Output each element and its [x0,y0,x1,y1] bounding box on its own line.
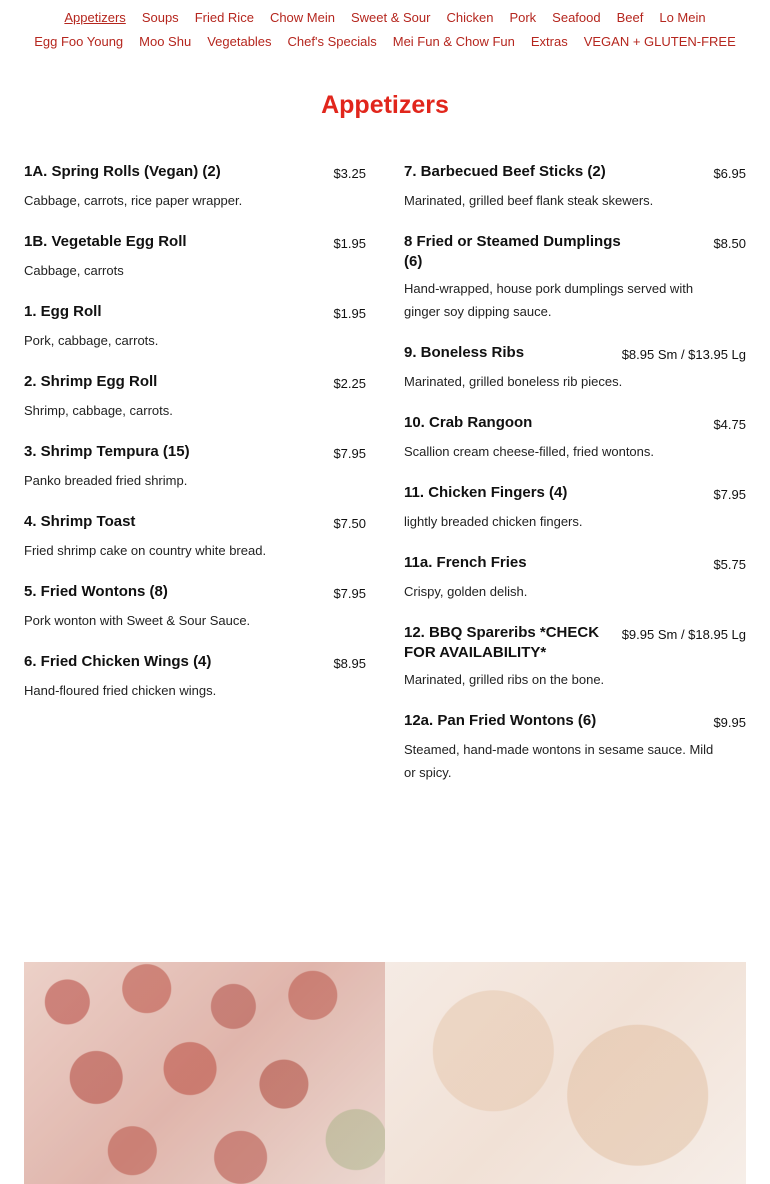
nav-link-chicken[interactable]: Chicken [446,10,494,25]
menu-item-name: 9. Boneless Ribs [404,344,525,361]
menu-item-price: $7.95 [333,586,366,601]
menu-item-price: $8.50 [713,236,746,251]
menu-item-header [24,512,366,534]
menu-item-description: Steamed, hand-made wontons in sesame sauce. Mild or spicy. [404,742,714,780]
menu-item-description: Cabbage, carrots, rice paper wrapper. [24,193,243,208]
food-photo-faded [385,962,746,1184]
nav-link-extras[interactable]: Extras [530,34,568,49]
category-nav-row-2 [0,30,770,54]
menu-item [404,343,746,393]
nav-link-sweet-sour[interactable]: Sweet & Sour [350,10,431,25]
menu-item-header [404,162,746,184]
menu-item-description: Shrimp, cabbage, carrots. [24,403,173,418]
menu-item-name: 5. Fried Wontons (8) [24,583,168,600]
menu-item-name: 12a. Pan Fried Wontons (6) [404,712,597,729]
menu-item [24,582,366,632]
menu-item-name: 11. Chicken Fingers (4) [404,484,568,501]
menu-item-name: 11a. French Fries [404,554,527,571]
nav-link-lo-mein[interactable]: Lo Mein [659,10,706,25]
menu-item-price: $3.25 [333,166,366,181]
category-nav-row-1 [0,6,770,30]
menu-item-price: $5.75 [713,557,746,572]
menu-item-name: 2. Shrimp Egg Roll [24,373,158,390]
menu-item-description: Hand-floured fried chicken wings. [24,683,217,698]
section-title: Appetizers [321,91,449,119]
menu-item-description: Panko breaded fried shrimp. [24,473,188,488]
menu-item-name: 6. Fried Chicken Wings (4) [24,653,212,670]
menu-item-price: $1.95 [333,306,366,321]
menu-item-price: $7.95 [333,446,366,461]
nav-link-soups[interactable]: Soups [141,10,179,25]
menu-item-header [24,652,366,674]
menu-item-price: $7.50 [333,516,366,531]
menu-item-description: Hand-wrapped, house pork dumplings served with ginger soy dipping sauce. [404,281,694,319]
nav-link-chef-s-specials[interactable]: Chef's Specials [287,34,377,49]
menu-item-header [404,232,746,272]
nav-link-egg-foo-young[interactable]: Egg Foo Young [34,34,124,49]
menu-item-description: Marinated, grilled ribs on the bone. [404,672,605,687]
menu-item-description: lightly breaded chicken fingers. [404,514,583,529]
menu-item-name: 12. BBQ Spareribs *CHECK FOR AVAILABILITY* [404,624,600,661]
nav-link-appetizers[interactable]: Appetizers [64,10,126,25]
menu-item-description: Scallion cream cheese-filled, fried wontons. [404,444,655,459]
menu-item [404,711,746,784]
menu-item-description: Fried shrimp cake on country white bread. [24,543,267,558]
menu-item-header [404,413,746,435]
nav-link-fried-rice[interactable]: Fried Rice [194,10,254,25]
menu-item-header [24,302,366,324]
nav-link-beef[interactable]: Beef [616,10,644,25]
menu-columns [24,162,746,804]
menu-item-price: $4.75 [713,417,746,432]
menu-item [24,162,366,212]
menu-item-name: 1A. Spring Rolls (Vegan) (2) [24,163,221,180]
menu-item-price: $8.95 Sm / $13.95 Lg [621,347,746,362]
menu-item [404,623,746,691]
menu-item [404,483,746,533]
menu-item-price: $9.95 Sm / $18.95 Lg [621,627,746,642]
menu-item-header [404,483,746,505]
menu-item-name: 3. Shrimp Tempura (15) [24,443,190,460]
menu-column-right [404,162,746,804]
nav-link-mei-fun-chow-fun[interactable]: Mei Fun & Chow Fun [392,34,515,49]
nav-link-pork[interactable]: Pork [509,10,537,25]
menu-item-name: 1. Egg Roll [24,303,102,320]
menu-item [404,553,746,603]
menu-item [404,232,746,323]
menu-item-price: $7.95 [713,487,746,502]
menu-item-description: Crispy, golden delish. [404,584,528,599]
menu-item [24,652,366,702]
menu-item-description: Cabbage, carrots [24,263,124,278]
menu-item-description: Pork wonton with Sweet & Sour Sauce. [24,613,251,628]
category-nav [0,0,770,54]
menu-item-header [24,232,366,254]
menu-item [24,232,366,282]
menu-item-price: $9.95 [713,715,746,730]
nav-link-vegan-gluten-free[interactable]: VEGAN + GLUTEN-FREE [583,34,736,49]
menu-item-header [24,582,366,604]
nav-link-moo-shu[interactable]: Moo Shu [139,34,192,49]
menu-item-description: Pork, cabbage, carrots. [24,333,159,348]
menu-item-header [404,623,746,663]
menu-column-left [24,162,366,804]
menu-item-price: $8.95 [333,656,366,671]
menu-item-header [24,162,366,184]
menu-item [24,512,366,562]
menu-item-name: 10. Crab Rangoon [404,414,533,431]
sesame-chicken-photo [24,962,385,1184]
menu-item [24,442,366,492]
nav-link-vegetables[interactable]: Vegetables [207,34,272,49]
menu-item-header [404,711,746,733]
nav-link-seafood[interactable]: Seafood [552,10,601,25]
food-photos [24,962,746,1184]
nav-link-chow-mein[interactable]: Chow Mein [269,10,335,25]
menu-item-name: 4. Shrimp Toast [24,513,136,530]
menu-item-name: 8 Fried or Steamed Dumplings (6) [404,233,621,270]
menu-item-header [24,372,366,394]
menu-item-price: $2.25 [333,376,366,391]
menu-item-description: Marinated, grilled beef flank steak skewers. [404,193,654,208]
menu-item [404,413,746,463]
menu-item-name: 7. Barbecued Beef Sticks (2) [404,163,606,180]
menu-item [24,302,366,352]
menu-item-price: $1.95 [333,236,366,251]
menu-item-header [404,343,746,365]
menu-item-description: Marinated, grilled boneless rib pieces. [404,374,623,389]
menu-item [24,372,366,422]
menu-item-header [24,442,366,464]
menu-item-name: 1B. Vegetable Egg Roll [24,233,187,250]
menu-item-header [404,553,746,575]
menu-item [404,162,746,212]
menu-item-price: $6.95 [713,166,746,181]
